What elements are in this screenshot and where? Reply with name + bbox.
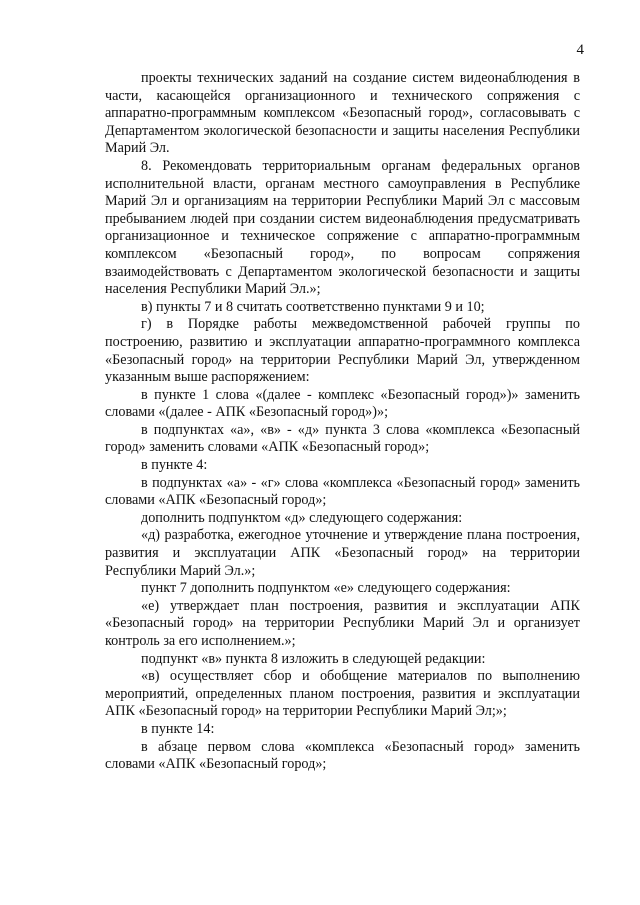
paragraph-6: в подпунктах «а», «в» - «д» пункта 3 слова «комплекса «Безопасный город» заменить словами «АПК «Безопасный город»;: [105, 421, 580, 456]
paragraph-7: в пункте 4:: [141, 457, 208, 474]
paragraph-2: 8. Рекомендовать территориальным органам федеральных органов исполнительной власти, органам местного самоуправления в Республике Марий Эл и организациям на территории Республики Марий Эл с массовым пребыванием людей при создании систем видеонаблюдения предусматривать организационное и техническое сопряжение с аппаратно-программным комплексом «Безопасный город», по вопросам сопряжения взаимодействовать с Департаментом экологической безопасности и защиты населения Республики Марий Эл.»;: [105, 157, 580, 298]
paragraph-14: «в) осуществляет сбор и обобщение материалов по выполнению мероприятий, определенных планом построения, развития и эксплуатации АПК «Безопасный город» на территории Республики Марий Эл;»;: [105, 668, 580, 720]
paragraph-16: в абзаце первом слова «комплекса «Безопасный город» заменить словами «АПК «Безопасный город»;: [105, 738, 580, 773]
document-body: [105, 70, 580, 774]
paragraph-3: в) пункты 7 и 8 считать соответственно пунктами 9 и 10;: [141, 298, 485, 315]
paragraph-12: «е) утверждает план построения, развития и эксплуатации АПК «Безопасный город» на территории Республики Марий Эл и организует контроль за его исполнением.»;: [105, 597, 580, 649]
paragraph-4: г) в Порядке работы межведомственной рабочей группы по построению, развитию и эксплуатации аппаратно-программного комплекса «Безопасный город» на территории Республики Марий Эл, утвержденном указанным выше распоряжением:: [105, 316, 580, 386]
paragraph-5: в пункте 1 слова «(далее - комплекс «Безопасный город»)» заменить словами «(далее - АПК «Безопасный город»)»;: [105, 386, 580, 421]
paragraph-11: пункт 7 дополнить подпунктом «е» следующего содержания:: [141, 580, 511, 597]
paragraph-9: дополнить подпунктом «д» следующего содержания:: [141, 509, 463, 526]
paragraph-15: в пункте 14:: [141, 720, 215, 737]
paragraph-10: «д) разработка, ежегодное уточнение и утверждение плана построения, развития и эксплуатации АПК «Безопасный город» на территории Республики Марий Эл.»;: [105, 527, 580, 579]
page-number: 4: [576, 42, 584, 58]
paragraph-8: в подпунктах «а» - «г» слова «комплекса «Безопасный город» заменить словами «АПК «Безопасный город»;: [105, 474, 580, 509]
paragraph-1: проекты технических заданий на создание систем видеонаблюдения в части, касающейся организационного и технического сопряжения с аппаратно-программным комплексом «Безопасный город», согласовывать с Департаментом экологической безопасности и защиты населения Республики Марий Эл.: [105, 70, 580, 157]
paragraph-13: подпункт «в» пункта 8 изложить в следующей редакции:: [141, 650, 486, 667]
